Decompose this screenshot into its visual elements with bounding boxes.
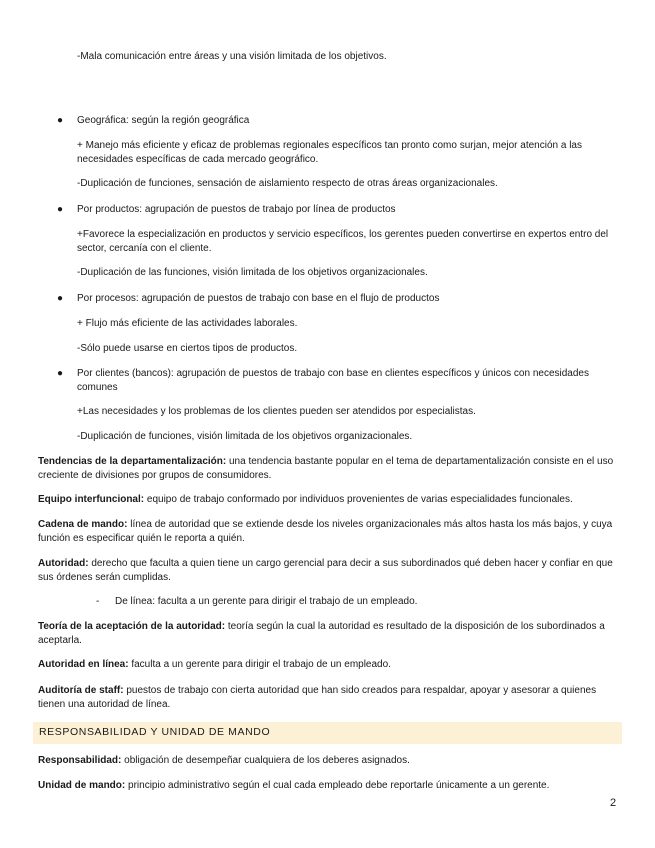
definition-term: Responsabilidad:: [38, 755, 122, 766]
bullet-con-clientes: -Duplicación de funciones, visión limitada de los objetivos organizacionales.: [77, 431, 413, 442]
bullet-marker: ●: [57, 204, 64, 215]
bullet-con-productos: -Duplicación de las funciones, visión limitada de los objetivos organizacionales.: [77, 267, 428, 278]
definition-autoridad: [38, 557, 622, 585]
definition-teoria-aceptacion: [38, 620, 622, 648]
bullet-pro-clientes: +Las necesidades y los problemas de los clientes pueden ser atendidos por especialistas.: [77, 406, 476, 417]
definition-cadena-de-mando: [38, 518, 622, 546]
intro-line: -Mala comunicación entre áreas y una visión limitada de los objetivos.: [77, 51, 387, 62]
bullet-marker: ●: [57, 368, 64, 379]
definition-term: Tendencias de la departamentalización:: [38, 456, 227, 467]
definition-unidad-de-mando: [38, 779, 622, 793]
bullet-title-clientes: Por clientes (bancos): agrupación de puestos de trabajo con base en clientes específicos y únicos con necesidades comunes: [77, 368, 589, 393]
bullet-con-procesos: -Sólo puede usarse en ciertos tipos de productos.: [77, 343, 298, 354]
bullet-marker: ●: [57, 293, 64, 304]
definition-term: Cadena de mando:: [38, 519, 128, 530]
definition-term: Unidad de mando:: [38, 780, 126, 791]
definition-term: Teoría de la aceptación de la autoridad:: [38, 621, 226, 632]
definition-tendencias: [38, 455, 622, 483]
definition-text: faculta a un gerente para dirigir el trabajo de un empleado.: [128, 659, 391, 670]
definition-text: obligación de desempeñar cualquiera de los deberes asignados.: [121, 755, 410, 766]
definition-auditoria-de-staff: [38, 684, 622, 712]
dash-marker: -: [96, 596, 100, 607]
bullet-title-procesos: Por procesos: agrupación de puestos de trabajo con base en el flujo de productos: [77, 293, 440, 304]
dash-item-de-linea: De línea: faculta a un gerente para dirigir el trabajo de un empleado.: [115, 596, 418, 607]
bullet-pro-procesos: + Flujo más eficiente de las actividades laborales.: [77, 318, 298, 329]
definition-responsabilidad: [38, 754, 622, 768]
section-heading-bar: [33, 722, 622, 744]
definition-term: Autoridad:: [38, 558, 89, 569]
definition-text: línea de autoridad que se extiende desde los niveles organizacionales más altos hasta los más bajos, y cuya función es especificar quién le reporta a quién.: [38, 519, 613, 544]
bullet-pro-geografica: + Manejo más eficiente y eficaz de problemas regionales específicos tan pronto como surjan, mejor atención a las necesidades específicas de cada mercado geográfico.: [77, 140, 582, 165]
page-number: 2: [610, 797, 617, 809]
definition-text: equipo de trabajo conformado por individuos provenientes de varias especialidades funcionales.: [144, 494, 573, 505]
definition-text: una tendencia bastante popular en el tema de departamentalización consiste en el uso creciente de divisiones por grupos de consumidores.: [38, 456, 614, 481]
bullet-title-productos: Por productos: agrupación de puestos de trabajo por línea de productos: [77, 204, 396, 215]
definition-term: Autoridad en línea:: [38, 659, 129, 670]
bullet-marker: ●: [57, 115, 64, 126]
definition-term: Auditoría de staff:: [38, 685, 124, 696]
bullet-pro-productos: +Favorece la especialización en productos y servicio específicos, los gerentes pueden convertirse en expertos entro del sector, cercanía con el cliente.: [77, 229, 609, 254]
definition-text: principio administrativo según el cual cada empleado debe reportarle únicamente a un gerente.: [125, 780, 550, 791]
definition-text: puestos de trabajo con cierta autoridad que han sido creados para respaldar, apoyar y asesorar a quienes tienen una autoridad de línea.: [38, 685, 597, 710]
section-heading: RESPONSABILIDAD Y UNIDAD DE MANDO: [39, 726, 271, 738]
definition-term: Equipo interfuncional:: [38, 494, 145, 505]
definition-text: teoría según la cual la autoridad es resultado de la disposición de los subordinados a aceptarla.: [38, 621, 605, 646]
definition-autoridad-en-linea: [38, 658, 622, 672]
bullet-con-geografica: -Duplicación de funciones, sensación de aislamiento respecto de otras áreas organizacionales.: [77, 178, 498, 189]
definition-text: derecho que faculta a quien tiene un cargo gerencial para decir a sus subordinados qué deben hacer y confiar en que sus órdenes serán cumplidas.: [38, 558, 613, 583]
definition-equipo-interfuncional: [38, 493, 622, 507]
bullet-title-geografica: Geográfica: según la región geográfica: [77, 115, 250, 126]
